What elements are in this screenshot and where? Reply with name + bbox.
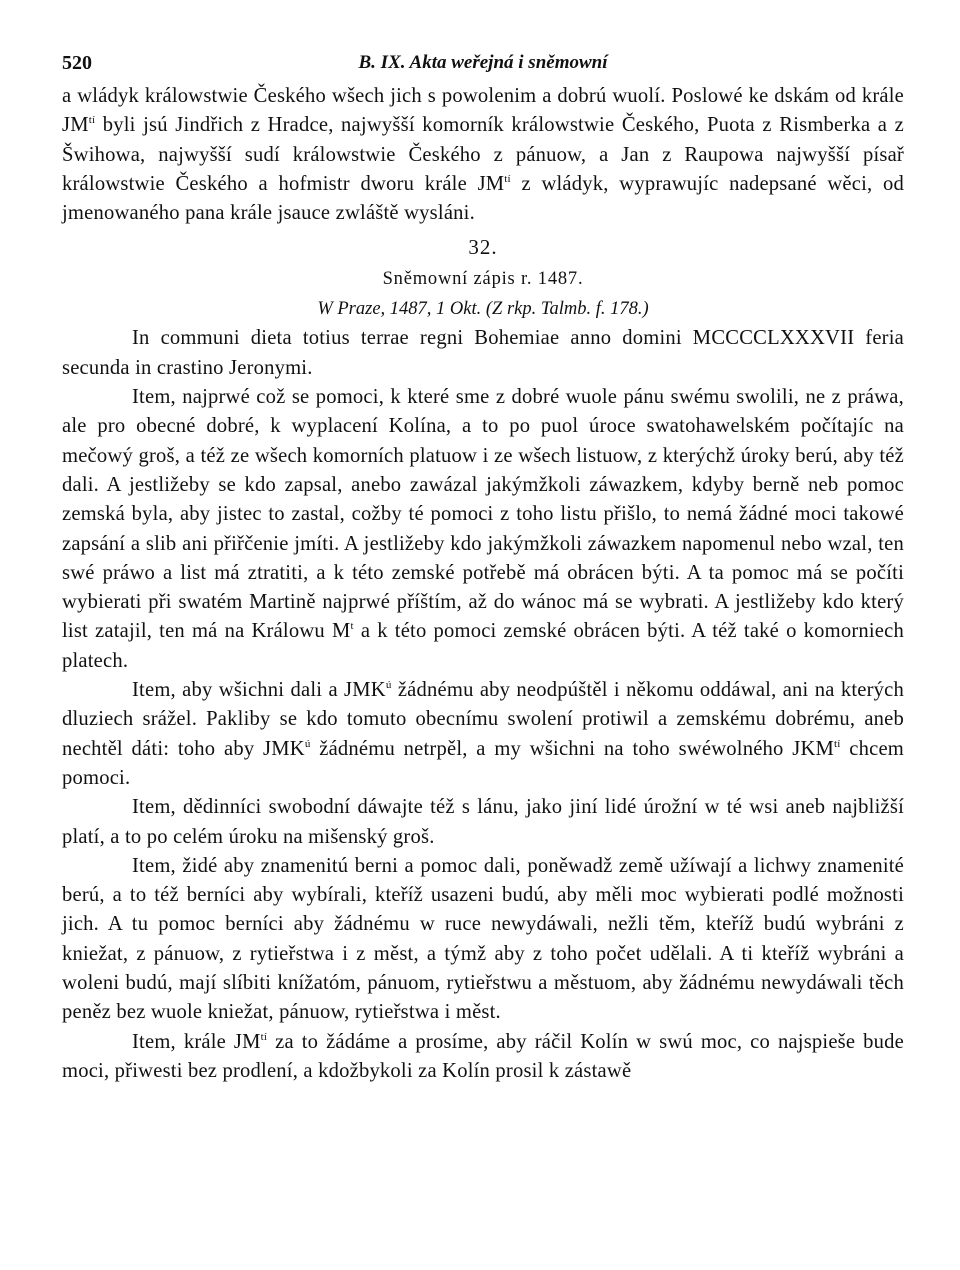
paragraph-text: žádnému aby neodpúštěl i někomu oddáwal, ani na kterých dluziech srážel. Pakliby se kdo tomuto obecnímu swolení protiwil a zemskému dobrému, aneb nechtěl dáti: toho aby JMK — [62, 679, 905, 760]
document-title: Sněmowní zápis r. 1487. — [382, 269, 584, 290]
latin-heading: In communi dieta totius terrae regni Bohemiae anno domini MCCCCLXXXVII feria secunda in crastino Jeronymi. — [62, 327, 904, 379]
intro-line-1: a wládyk králowstwie Českého wšech jich s powolenim a dobrú wuolí. Poslowé — [62, 85, 743, 107]
paragraph-1 — [62, 383, 904, 676]
paragraph-4 — [62, 852, 904, 1028]
paragraph-text: Item, dědinníci swobodní dáwajte též s lánu, jako jiní lidé úrožní w té wsi aneb najbližší platí, a to po celém úroku na mišenský groš. — [62, 796, 904, 848]
page-number: 520 — [62, 52, 92, 74]
running-head — [62, 52, 904, 82]
intro-line-6: zwláště wysláni. — [335, 202, 475, 225]
superscript: tí — [834, 737, 841, 750]
intro-line-2-rest: byli jsú Jindřich z Hradce, najwyšší komorník králowstwie — [95, 114, 615, 137]
superscript: tí — [260, 1030, 268, 1043]
paragraph-2 — [62, 676, 904, 793]
intro-line-5-rest: z wládyk, wyprawujíc nadepsané wěci, od jmenowaného pana krále jsauce — [62, 172, 904, 225]
superscript: tí — [88, 114, 96, 127]
intro-line-5: krále JM — [424, 172, 505, 195]
document-number: 32. — [468, 235, 498, 260]
paragraph-text: žádnému netrpěl, a my wšichni na toho swéwolného JKM — [310, 737, 835, 760]
paragraph-3 — [62, 793, 904, 852]
paragraph-text: za to žádáme a prosíme, aby ráčil Kolín w swú moc, co najspieše bude moci, přiwesti bez prodlení, a kdožbykoli za Kolín prosil k zástawě — [62, 1030, 905, 1082]
intro-line-2: ke dskám od krále JM — [62, 85, 904, 137]
paragraph-5 — [62, 1028, 904, 1087]
superscript: ú — [304, 737, 311, 750]
paragraph-text: Item, najprwé což se pomoci, k které sme z dobré wuole pánu swému swolili, ne z práwa, ale pro obecné dobré, k wyplacení Kolína, a to po puol úroce swatohawelském počítajíc na mečowý groš, a též ze wšech komorních platuow i ze wšech listuow, z kterýchž úroky berú, aby též dali. A jestližeby se kdo zapsal, anebo zawázal jakýmžkoli záwazkem, kdyby berně neb pomoc zemská byla, aby jistec to zastal, cožby té pomoci z toho listu přišlo, to nemá žádné moci takowé zapsání a slib ani přiřčenie jmíti. A jestližeby kdo jakýmžkoli záwazkem napomenul nebo wzal, ten swé práwo a list má ztratiti, a k této zemské potřebě má obrácen býti. A ta pomoc má se počíti wybierati při swatém Martině najprwé příštím, až do wánoc má se wybrati. A jestližeby kdo který list zatajil, ten má na Králowu M — [62, 386, 904, 643]
paragraph-text: Item, aby wšichni dali a JMK — [132, 679, 386, 702]
superscript: tí — [504, 172, 511, 185]
running-title: B. IX. Akta weřejná i sněmowní — [358, 52, 608, 73]
paragraph-text: Item, židé aby znamenitú berni a pomoc dali, poněwadž země užíwají a lichwy znamenité berú, a to též berníci aby wybírali, kteříž usazeni budú, aby měli moc wybierati podlé možnosti jich. A tu pomoc berníci aby žádnému w ruce newydáwali, nežli těm, kteříž budú wybráni z kniežat, z pánuow, z rytieřstwa i z měst, a týmž aby z toho počet udělali. A ti kteříž wybráni a woleni budú, mají slíbiti knížatóm, pánuom, rytieřstwu a městuom, aby žádnému newydáwali těch peněz bez wuole kniežat, pánuow, rytieřstwa i měst. — [62, 854, 904, 1024]
intro-line-3: Českého, Puota z Rismberka a z Šwihowa, najwyšší sudí králowstwie Českého — [62, 114, 904, 166]
intro-line-4: z pánuow, a Jan z Raupowa najwyšší písař králowstwie Českého a hofmistr dworu — [62, 143, 904, 195]
intro-paragraph — [62, 82, 904, 228]
superscript: t — [350, 620, 354, 633]
paragraph-text: a k této pomoci zemské obrácen býti. A též také o komorniech platech. — [62, 620, 904, 672]
paragraph-text: chcem pomoci. — [62, 737, 905, 789]
document-source: W Praze, 1487, 1 Okt. (Z rkp. Talmb. f. 178.) — [317, 299, 649, 320]
superscript: ú — [385, 679, 392, 692]
paragraph-text: Item, krále JM — [132, 1030, 261, 1053]
book-page — [62, 52, 904, 1086]
